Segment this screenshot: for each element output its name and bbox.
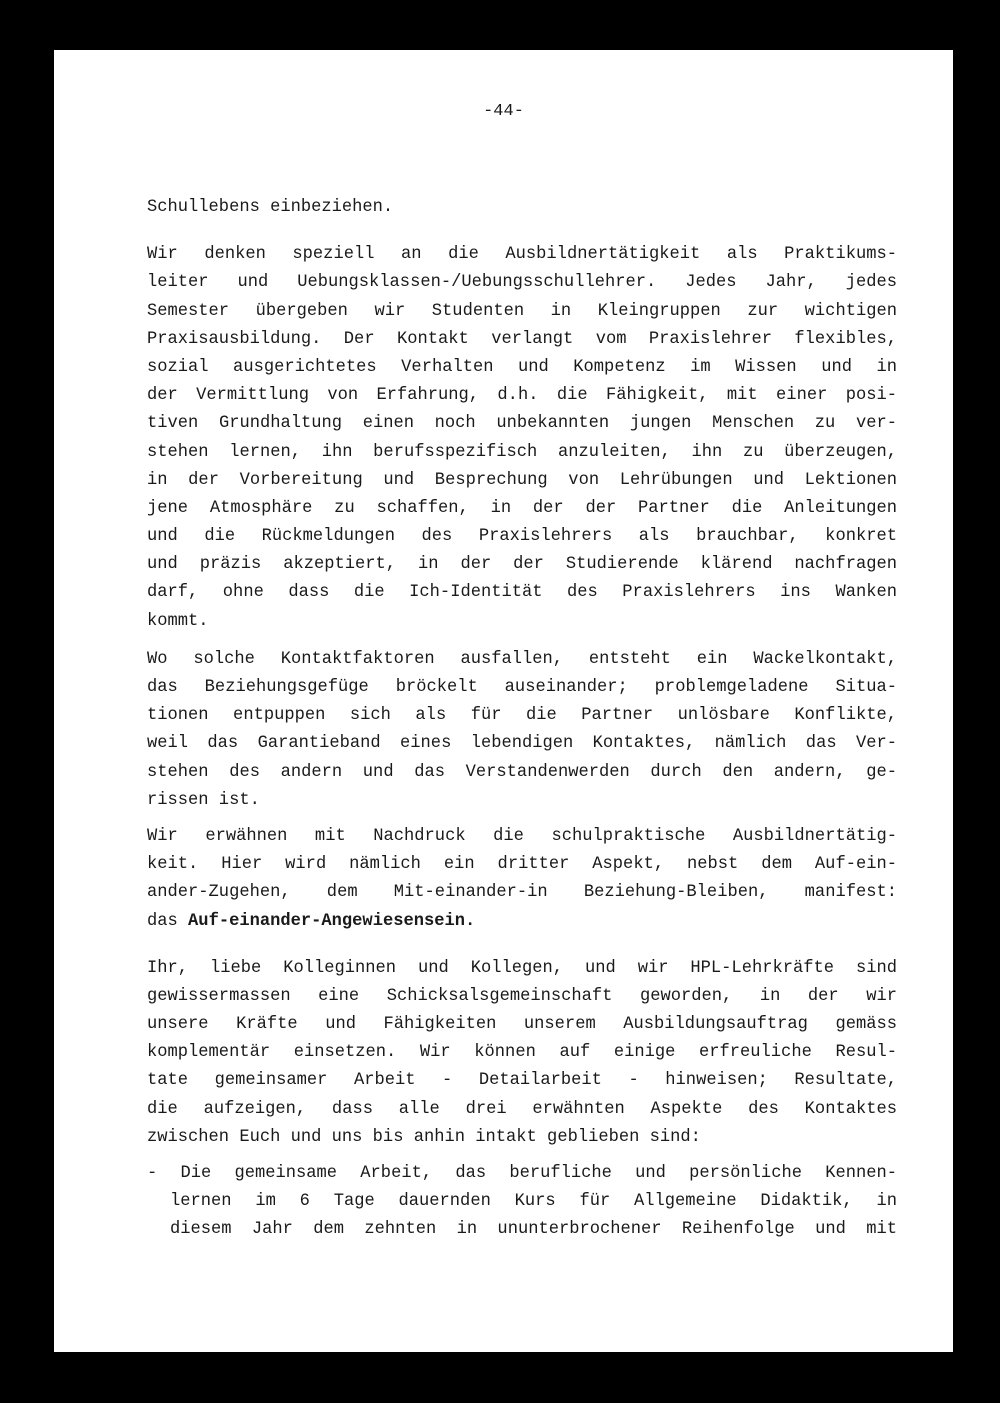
text-line: die aufzeigen, dass alle drei erwähnten Aspekte des Kontaktes bbox=[147, 1099, 897, 1119]
text-line: in der Vorbereitung und Besprechung von Lehrübungen und Lektionen bbox=[147, 470, 897, 490]
text-line: und die Rückmeldungen des Praxislehrers als brauchbar, konkret bbox=[147, 527, 897, 547]
text-line: - Die gemeinsame Arbeit, das berufliche und persönliche Kennen- bbox=[147, 1164, 897, 1183]
document-body bbox=[147, 194, 897, 1245]
list-item bbox=[147, 1160, 897, 1245]
paragraph-ausbildner bbox=[147, 241, 897, 636]
paragraph-kolleginnen bbox=[147, 955, 897, 1152]
text-prefix: das bbox=[147, 911, 189, 931]
text-line: das Beziehungsgefüge bröckelt auseinander; problemgeladene Situa- bbox=[147, 678, 897, 697]
text-line: tionen entpuppen sich als für die Partner unlösbare Konflikte, bbox=[147, 706, 897, 726]
paragraph-kontaktfaktoren bbox=[147, 646, 897, 815]
text-line: rissen ist. bbox=[147, 790, 260, 810]
text-line: sozial ausgerichtetes Verhalten und Kompetenz im Wissen und in bbox=[147, 357, 897, 377]
text-line: und präzis akzeptiert, in der der Studierende klärend nachfragen bbox=[147, 555, 897, 575]
text-line: ander-Zugehen, dem Mit-einander-in Beziehung-Bleiben, manifest: bbox=[147, 883, 897, 903]
paragraph-intro bbox=[147, 194, 897, 222]
text-line: lernen im 6 Tage dauernden Kurs für Allgemeine Didaktik, in bbox=[170, 1192, 897, 1212]
page-number: -44- bbox=[483, 102, 524, 121]
text-line: Wir denken speziell an die Ausbildnertätigkeit als Praktikums- bbox=[147, 245, 897, 265]
text-line: kommt. bbox=[147, 611, 209, 631]
emphasis-text: Auf-einander-Angewiesensein. bbox=[188, 911, 476, 931]
text-line: diesem Jahr dem zehnten in ununterbrochener Reihenfolge und mit bbox=[170, 1220, 897, 1240]
text-line: zwischen Euch und uns bis anhin intakt geblieben sind: bbox=[147, 1127, 701, 1147]
text-line: weil das Garantieband eines lebendigen Kontaktes, nämlich das Ver- bbox=[147, 734, 897, 754]
text-line: Semester übergeben wir Studenten in Kleingruppen zur wichtigen bbox=[147, 301, 897, 321]
text-line: Ihr, liebe Kolleginnen und Kollegen, und wir HPL-Lehrkräfte sind bbox=[147, 958, 897, 978]
text-line: leiter und Uebungsklassen-/Uebungsschullehrer. Jedes Jahr, jedes bbox=[147, 273, 897, 293]
text-line: komplementär einsetzen. Wir können auf einige erfreuliche Resul- bbox=[147, 1043, 897, 1063]
text-line: stehen lernen, ihn berufsspezifisch anzuleiten, ihn zu überzeugen, bbox=[147, 442, 897, 462]
text-line: Praxisausbildung. Der Kontakt verlangt vom Praxislehrer flexibles, bbox=[147, 329, 897, 349]
text-line: Wir erwähnen mit Nachdruck die schulpraktische Ausbildnertätig- bbox=[147, 826, 897, 846]
text-line bbox=[147, 908, 897, 936]
text-line: keit. Hier wird nämlich ein dritter Aspekt, nebst dem Auf-ein- bbox=[147, 855, 897, 875]
text-line: stehen des andern und das Verstandenwerden durch den andern, ge- bbox=[147, 762, 897, 782]
document-page bbox=[54, 50, 953, 1352]
text-line: gewissermassen eine Schicksalsgemeinschaft geworden, in der wir bbox=[147, 986, 897, 1006]
text-line: tate gemeinsamer Arbeit - Detailarbeit - hinweisen; Resultate, bbox=[147, 1071, 897, 1091]
text-line: Schullebens einbeziehen. bbox=[147, 198, 394, 217]
paragraph-nachdruck bbox=[147, 823, 897, 936]
text-line: der Vermittlung von Erfahrung, d.h. die Fähigkeit, mit einer posi- bbox=[147, 386, 897, 406]
text-line: darf, ohne dass die Ich-Identität des Praxislehrers ins Wanken bbox=[147, 583, 897, 603]
text-line: unsere Kräfte und Fähigkeiten unserem Ausbildungsauftrag gemäss bbox=[147, 1015, 897, 1035]
text-line: Wo solche Kontaktfaktoren ausfallen, entsteht ein Wackelkontakt, bbox=[147, 649, 897, 669]
text-line: jene Atmosphäre zu schaffen, in der der Partner die Anleitungen bbox=[147, 498, 897, 518]
text-line: tiven Grundhaltung einen noch unbekannten jungen Menschen zu ver- bbox=[147, 414, 897, 434]
